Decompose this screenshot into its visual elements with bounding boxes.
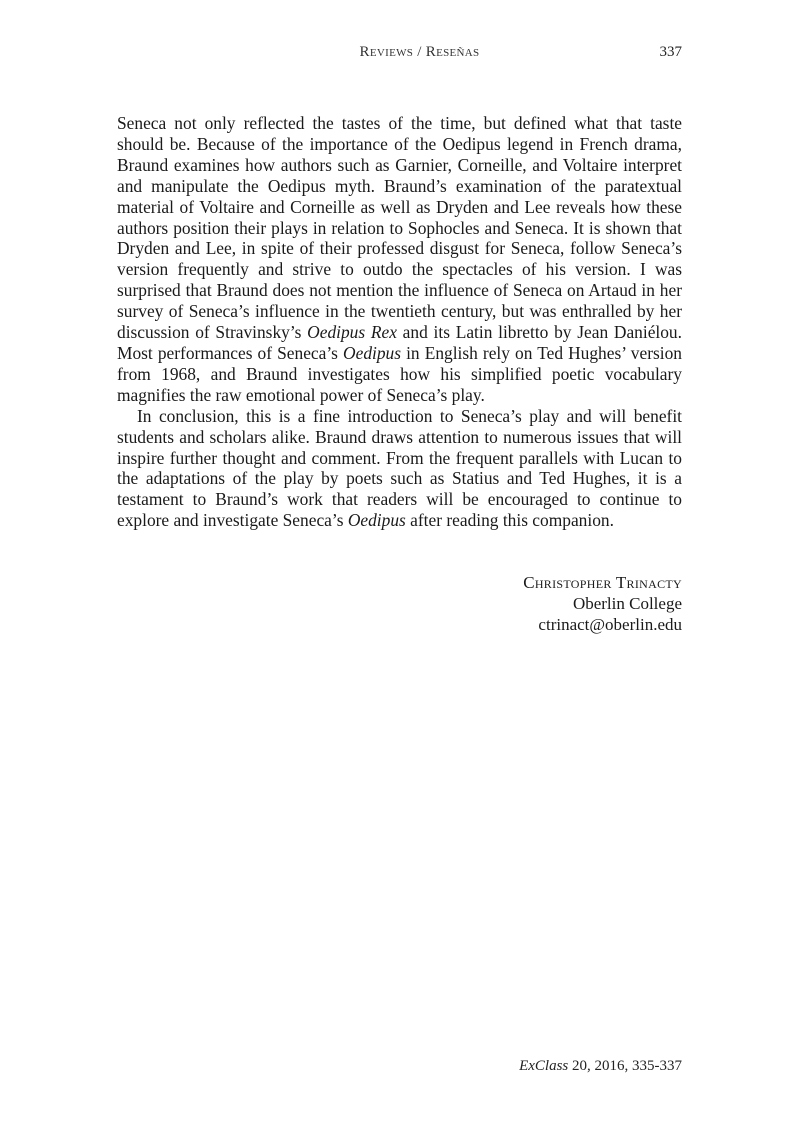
page-footer bbox=[117, 1058, 682, 1075]
reviewer-email[interactable]: ctrinact@oberlin.edu bbox=[538, 615, 682, 634]
journal-citation: 20, 2016, 335-337 bbox=[568, 1058, 682, 1074]
journal-name: ExClass bbox=[519, 1058, 569, 1074]
running-head: Reviews / Reseñas bbox=[359, 44, 480, 60]
title-oedipus-rex: Oedipus Rex bbox=[307, 322, 397, 343]
page-header bbox=[117, 44, 682, 66]
title-oedipus: Oedipus bbox=[343, 342, 402, 363]
text-segment: and its Latin libretto by Jean Daniélou. Most performances of Seneca’s bbox=[117, 322, 682, 363]
reviewer-signature bbox=[117, 572, 682, 635]
reviewer-name: Christopher Trinacty bbox=[523, 573, 682, 592]
text-segment: in English rely on Ted Hughes’ version from 1968, and Braund investigates how his simplified poetic vocabulary magnifies the raw emotional power of Seneca’s play. bbox=[117, 342, 682, 405]
text-segment: Seneca not only reflected the tastes of the time, but defined what that taste should be. Because of the importance of the Oedipus legend in French drama, Braund examines how authors such as Garnier, Corneille, and Voltaire interpret and manipulate the Oedipus myth. Braund’s examination of the paratextual material of Voltaire and Corneille as well as Dryden and Lee reveals how these authors position their plays in relation to Sophocles and Seneca. It is shown that Dryden and Lee, in spite of their professed disgust for Seneca, follow Seneca’s version frequently and strive to outdo the spectacles of his version. I was surprised that Braund does not mention the influence of Seneca on Artaud in her survey of Seneca’s influence in the twentieth century, but was enthralled by her discussion of Stravinsky’s bbox=[117, 113, 682, 343]
review-body bbox=[117, 113, 682, 531]
page-number: 337 bbox=[659, 44, 682, 60]
paragraph-1 bbox=[117, 113, 682, 406]
reviewer-affiliation: Oberlin College bbox=[572, 594, 682, 613]
title-oedipus: Oedipus bbox=[347, 510, 406, 531]
paragraph-2 bbox=[117, 406, 682, 531]
text-segment: after reading this companion. bbox=[405, 510, 614, 531]
text-segment: In conclusion, this is a fine introduction to Seneca’s play and will benefit students and scholars alike. Braund draws attention to numerous issues that will inspire further thought and comment. From the frequent parallels with Lucan to the adaptations of the play by poets such as Statius and Ted Hughes, it is a testament to Braund’s work that readers will be encouraged to continue to explore and investigate Seneca’s bbox=[117, 405, 682, 531]
